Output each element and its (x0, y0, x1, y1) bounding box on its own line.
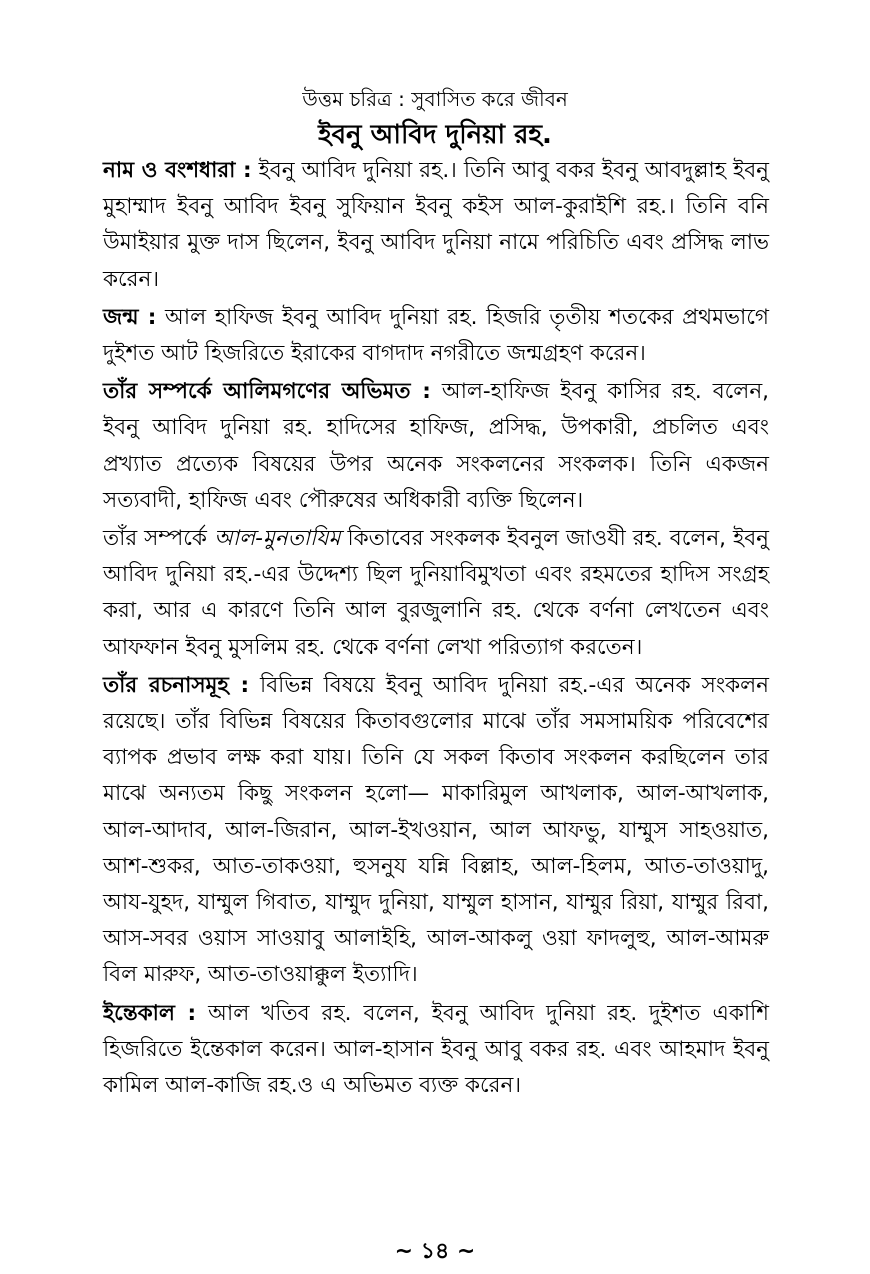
body-text (103, 153, 769, 1104)
text-name-lineage: ইবনু আবিদ দুনিয়া রহ.। তিনি আবু বকর ইবনু আবদুল্লাহ ইবনু মুহাম্মাদ ইবনু আবিদ ইবনু সুফিয়ান ইবনু কইস আল-কুরাইশি রহ.। তিনি বনি উমাইয়ার মুক্ত দাস ছিলেন, ইবনু আবিদ দুনিয়া নামে পরিচিতি এবং প্রসিদ্ধ লাভ করেন। (103, 158, 770, 292)
chapter-title: ইবনু আবিদ দুনিয়া রহ. (318, 120, 552, 150)
text-birth: আল হাফিজ ইবনু আবিদ দুনিয়া রহ. হিজরি তৃতীয় শতকের প্রথমভাগে দুইশত আট হিজরিতে ইরাকের বাগদাদ নগরীতে জন্মগ্রহণ করেন। (103, 304, 770, 367)
text-scholars-opinion: আল-হাফিজ ইবনু কাসির রহ. বলেন, ইবনু আবিদ দুনিয়া রহ. হাদিসের হাফিজ, প্রসিদ্ধ, উপকারী, প্রচলিত এবং প্রখ্যাত প্রত্যেক বিষয়ের উপর অনেক সংকলনের সংকলক। তিনি একজন সত্যবাদী, হাফিজ এবং পৌরুষের অধিকারী ব্যক্তি ছিলেন। (103, 379, 769, 513)
paragraph-birth (103, 300, 769, 372)
text-jawzi: কিতাবের সংকলক ইবনুল জাওযী রহ. বলেন, ইবনু আবিদ দুনিয়া রহ.-এর উদ্দেশ্য ছিল দুনিয়াবিমুখতা এবং রহমতের হাদিস সংগ্রহ করা, আর এ কারণে তিনি আল বুরজুলানি রহ. থেকে বর্ণনা লেখতেন এবং আফফান ইবনু মুসলিম রহ. থেকে বর্ণনা লেখা পরিত্যাগ করতেন। (103, 526, 769, 660)
paragraph-ibn-jawzi (103, 521, 769, 666)
label-name-lineage: নাম ও বংশধারা : (103, 158, 252, 183)
running-head: উত্তম চরিত্র : সুবাসিত করে জীবন (302, 87, 568, 111)
text-death: আল খতিব রহ. বলেন, ইবনু আবিদ দুনিয়া রহ. দুইশত একাশি হিজরিতে ইন্তেকাল করেন। আল-হাসান ইবনু আবু বকর রহ. এবং আহমাদ ইবনু কামিল আল-কাজি রহ.ও এ অভিমত ব্যক্ত করেন। (103, 1000, 769, 1099)
book-title-muntazam: আল-মুনতাযিম (213, 526, 341, 552)
page-number: ~ ১৪ ~ (394, 1239, 476, 1264)
text-jawzi-pre: তাঁর সম্পর্কে (103, 526, 214, 552)
paragraph-works (103, 668, 769, 994)
paragraph-name-lineage (103, 153, 769, 298)
label-scholars-opinion: তাঁর সম্পর্কে আলিমগণের অভিমত : (103, 379, 431, 405)
text-works: বিভিন্ন বিষয়ে ইবনু আবিদ দুনিয়া রহ.-এর অনেক সংকলন রয়েছে। তাঁর বিভিন্ন বিষয়ের কিতাবগুলোর মাঝে তাঁর সমসাময়িক পরিবেশের ব্যাপক প্রভাব লক্ষ করা যায়। তিনি যে সকল কিতাব সংকলন করছিলেন তার মাঝে অন্যতম কিছু সংকলন হলো— মাকারিমুল আখলাক, আল-আখলাক, আল-আদাব, আল-জিরান, আল-ইখওয়ান, আল আফভু, যাম্মুস সাহওয়াত, আশ-শুকর, আত-তাকওয়া, হুসনুয যন্নি বিল্লাহ, আল-হিলম, আত-তাওয়াদু, আয-যুহদ, যাম্মুল গিবাত, যাম্মুদ দুনিয়া, যাম্মুল হাসান, যাম্মুর রিয়া, যাম্মুর রিবা, আস-সবর ওয়াস সাওয়াবু আলাইহি, আল-আকলু ওয়া ফাদলুহু, আল-আমরু বিল মারুফ, আত-তাওয়াক্কুল ইত্যাদি। (103, 672, 769, 988)
paragraph-death (103, 996, 769, 1105)
label-birth: জন্ম : (103, 304, 157, 330)
paragraph-scholars-opinion (103, 374, 769, 519)
label-death: ইন্তেকাল : (103, 1000, 197, 1026)
label-works: তাঁর রচনাসমূহ : (103, 672, 250, 698)
